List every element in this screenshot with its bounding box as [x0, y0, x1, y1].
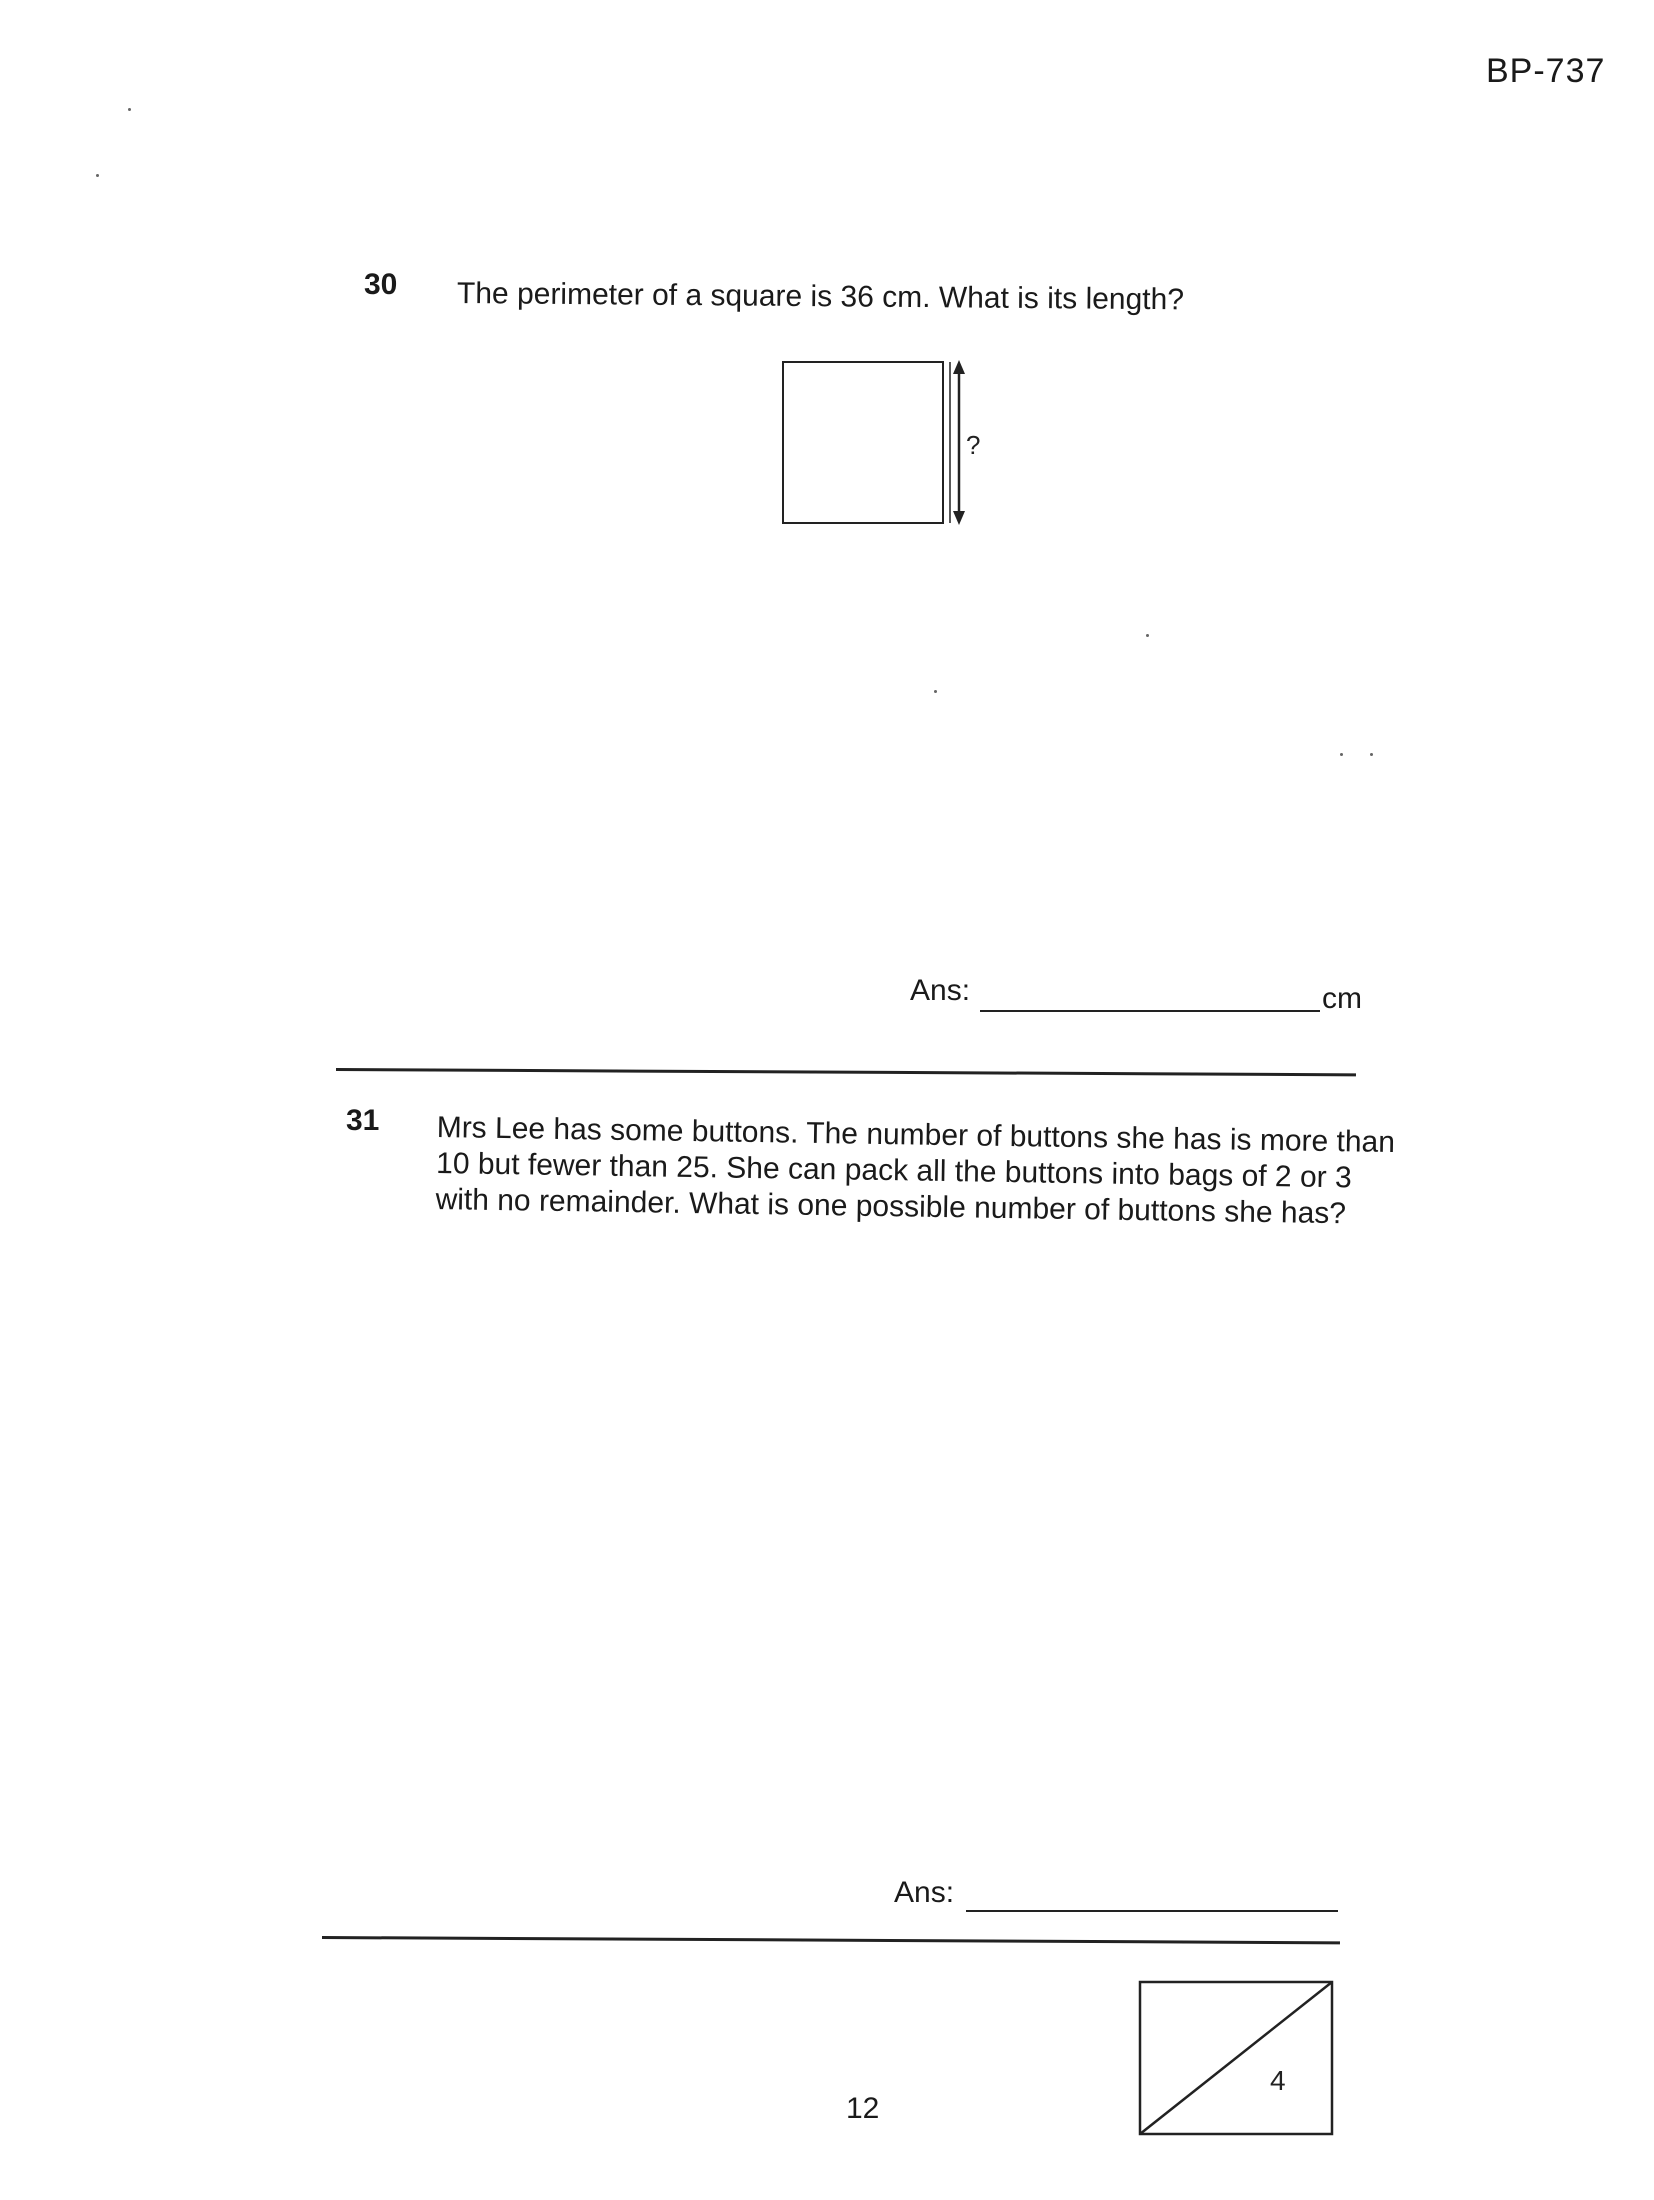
question-text-line: with no remainder. What is one possible number of buttons she has? [435, 1182, 1347, 1231]
scan-speck [1340, 753, 1343, 756]
marks-value: 4 [1270, 2065, 1286, 2096]
marks-box-diagonal [1140, 1982, 1332, 2134]
answer-label: Ans: [910, 974, 971, 1007]
arrowhead-up-icon [953, 360, 965, 374]
question-text: The perimeter of a square is 36 cm. What is its length? [456, 277, 1185, 317]
section-divider [322, 1936, 1340, 1944]
section-divider [336, 1068, 1356, 1076]
answer-label: Ans: [894, 1876, 955, 1909]
document-code: BP-737 [1486, 52, 1606, 90]
answer-unit: cm [1322, 982, 1362, 1015]
scan-speck [1370, 753, 1373, 756]
arrowhead-down-icon [953, 511, 965, 525]
answer-line[interactable] [966, 1910, 1338, 1912]
question-text-line: Mrs Lee has some buttons. The number of buttons she has is more than [436, 1110, 1396, 1160]
side-length-label: ? [966, 430, 981, 460]
page-number: 12 [846, 2092, 880, 2125]
marks-box [1136, 1978, 1336, 2138]
question-number: 30 [364, 268, 398, 301]
question-number: 31 [346, 1104, 380, 1137]
square-shape [783, 362, 943, 523]
question-text-line: 10 but fewer than 25. She can pack all the buttons into bags of 2 or 3 [435, 1146, 1352, 1195]
question-text [435, 1110, 1395, 1233]
scan-speck [96, 174, 99, 177]
scan-speck [1146, 634, 1149, 637]
square-figure [770, 350, 1000, 540]
scan-speck [128, 108, 131, 111]
scan-speck [934, 690, 937, 693]
answer-line[interactable] [980, 1010, 1320, 1012]
